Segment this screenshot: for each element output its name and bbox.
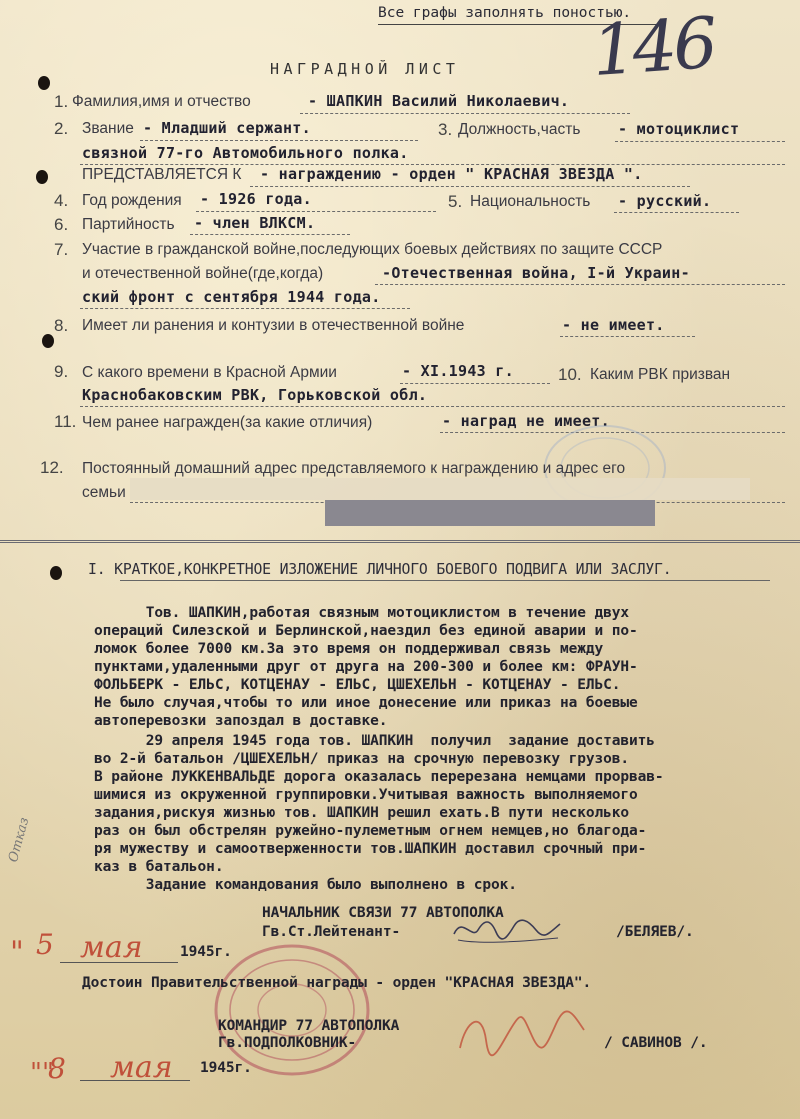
narrative-line: пунктами,удаленными друг от друга на 200-300 и более км: ФРАУН- xyxy=(94,659,638,675)
date2-month: мая xyxy=(110,1050,173,1085)
section-separator xyxy=(0,540,800,543)
date1-quote: " xyxy=(10,935,24,970)
field-4-label: Год рождения xyxy=(82,192,182,209)
field-8-label: Имеет ли ранения и контузии в отечественной войне xyxy=(82,317,465,334)
narrative-line: раз он был обстрелян ружейно-пулеметным огнем немцев,но благода- xyxy=(94,823,647,839)
narrative-line: шимися из окруженной группировки.Учитывая важность выполняемого xyxy=(94,787,638,803)
field-3-label: Должность,часть xyxy=(458,121,581,138)
field-9-number: 9. xyxy=(54,362,69,381)
presented-label: ПРЕДСТАВЛЯЕТСЯ К xyxy=(82,166,242,183)
document-title: НАГРАДНОЙ ЛИСТ xyxy=(270,60,460,78)
field-9-value: - XI.1943 г. xyxy=(402,362,514,380)
punch-hole xyxy=(38,76,50,90)
signer1-name: /БЕЛЯЕВ/. xyxy=(616,924,694,940)
field-7-label-line2: и отечественной войне(где,когда) xyxy=(82,265,324,282)
address-redaction xyxy=(325,500,655,526)
signer2-rank: Гв.ПОДПОЛКОВНИК- xyxy=(218,1035,357,1051)
date2-day: 8 xyxy=(48,1052,66,1085)
signer2-position: КОМАНДИР 77 АВТОПОЛКА xyxy=(218,1018,400,1034)
signer2-signature xyxy=(452,1000,592,1060)
field-8-value: - не имеет. xyxy=(562,316,665,334)
field-7-number: 7. xyxy=(54,240,69,259)
narrative-line: 29 апреля 1945 года тов. ШАПКИН получил задание доставить xyxy=(94,733,655,749)
narrative-line: В районе ЛУККЕНВАЛЬДЕ дорога оказалась перерезана немцами прорвав- xyxy=(94,769,664,785)
field-3-value-cont: связной 77-го Автомобильного полка. xyxy=(82,144,409,162)
date2-quote: "" xyxy=(30,1058,54,1088)
field-11-label: Чем ранее награжден(за какие отличия) xyxy=(82,414,373,431)
narrative-line: автоперевозки запоздал в доставке. xyxy=(94,713,388,729)
punch-hole xyxy=(50,566,62,580)
field-12-number: 12. xyxy=(40,458,64,477)
field-10-value: Краснобаковским РВК, Горьковской обл. xyxy=(82,386,428,404)
regiment-stamp xyxy=(212,940,372,1080)
margin-note: Отказ xyxy=(6,815,33,864)
field-2-value: - Младший сержант. xyxy=(143,119,311,137)
decision-text: Достоин Правительственной награды - орден "КРАСНАЯ ЗВЕЗДА". xyxy=(82,975,592,991)
narrative-line: каз в батальон. xyxy=(94,859,224,875)
archive-number: 146 xyxy=(589,1,717,93)
narrative-line: операций Силезской и Берлинской,наездил без единой аварии и по- xyxy=(94,623,638,639)
field-4-value: - 1926 года. xyxy=(200,190,312,208)
punch-hole xyxy=(36,170,48,184)
field-3-number: 3. xyxy=(438,120,453,139)
punch-hole xyxy=(42,334,54,348)
narrative-line: Не было случая,чтобы то или иное донесение или приказ на боевые xyxy=(94,695,638,711)
signer2-name: / САВИНОВ /. xyxy=(604,1035,708,1051)
field-2-number: 2. xyxy=(54,119,69,138)
field-12-label-line2: семьи xyxy=(82,484,126,501)
field-5-value: - русский. xyxy=(618,192,712,210)
field-7-value-line3: ский фронт с сентября 1944 года. xyxy=(82,288,381,306)
date1-day: 5 xyxy=(36,928,54,961)
date1-month: мая xyxy=(80,930,143,965)
field-11-number: 11. xyxy=(54,412,77,431)
field-8-number: 8. xyxy=(54,316,69,335)
field-9-label: С какого времени в Красной Армии xyxy=(82,364,337,381)
narrative-line: во 2-й батальон /ЦШЕХЕЛЬН/ приказ на срочную перевозку грузов. xyxy=(94,751,630,767)
narrative-line: задания,рискуя жизнью тов. ШАПКИН решил ехать.В пути несколько xyxy=(94,805,630,821)
date2-year: 1945г. xyxy=(200,1060,252,1076)
field-6-value: - член ВЛКСМ. xyxy=(194,214,316,232)
narrative-line: Тов. ШАПКИН,работая связным мотоциклистом в течение двух xyxy=(94,605,630,621)
field-1-number: 1. xyxy=(54,92,69,111)
field-4-number: 4. xyxy=(54,191,69,210)
address-erasure xyxy=(130,478,750,500)
presented-value: - награждению - орден " КРАСНАЯ ЗВЕЗДА ". xyxy=(260,165,643,183)
field-10-number: 10. xyxy=(558,365,582,384)
field-6-label: Партийность xyxy=(82,216,175,233)
narrative-line: ломок более 7000 км.За это время он поддерживал связь между xyxy=(94,641,604,657)
field-10-label: Каким РВК призван xyxy=(590,366,731,383)
section-title: I. КРАТКОЕ,КОНКРЕТНОЕ ИЗЛОЖЕНИЕ ЛИЧНОГО БОЕВОГО ПОДВИГА ИЛИ ЗАСЛУГ. xyxy=(88,561,672,578)
field-7-label-line1: Участие в гражданской войне,последующих боевых действиях по защите СССР xyxy=(82,241,663,258)
field-6-number: 6. xyxy=(54,215,69,234)
field-5-label: Национальность xyxy=(470,193,591,210)
signer1-position: НАЧАЛЬНИК СВЯЗИ 77 АВТОПОЛКА xyxy=(262,905,504,921)
date1-year: 1945г. xyxy=(180,944,232,960)
field-7-value-line2: -Отечественная война, I-й Украин- xyxy=(382,264,690,282)
narrative-line: ря мужеству и самоотверженности тов.ШАПКИН доставил срочный при- xyxy=(94,841,647,857)
field-3-value: - мотоциклист xyxy=(618,120,740,138)
field-2-label: Звание xyxy=(82,120,134,137)
field-5-number: 5. xyxy=(448,192,463,211)
signer1-rank: Гв.Ст.Лейтенант- xyxy=(262,924,401,940)
narrative-line: Задание командования было выполнено в срок. xyxy=(94,877,517,893)
field-11-value: - наград не имеет. xyxy=(442,412,610,430)
narrative-line: ФОЛЬБЕРК - ЕЛЬС, КОТЦЕНАУ - ЕЛЬС, ЦШЕХЕЛЬН - КОТЦЕНАУ - ЕЛЬС. xyxy=(94,677,621,693)
field-1-label: Фамилия,имя и отчество xyxy=(72,93,251,110)
field-1-value: - ШАПКИН Василий Николаевич. xyxy=(308,92,570,110)
header-note: Все графы заполнять поностью. xyxy=(378,5,632,21)
signer1-signature xyxy=(448,910,568,950)
field-12-label-line1: Постоянный домашний адрес представляемого к награждению и адрес его xyxy=(82,460,626,477)
